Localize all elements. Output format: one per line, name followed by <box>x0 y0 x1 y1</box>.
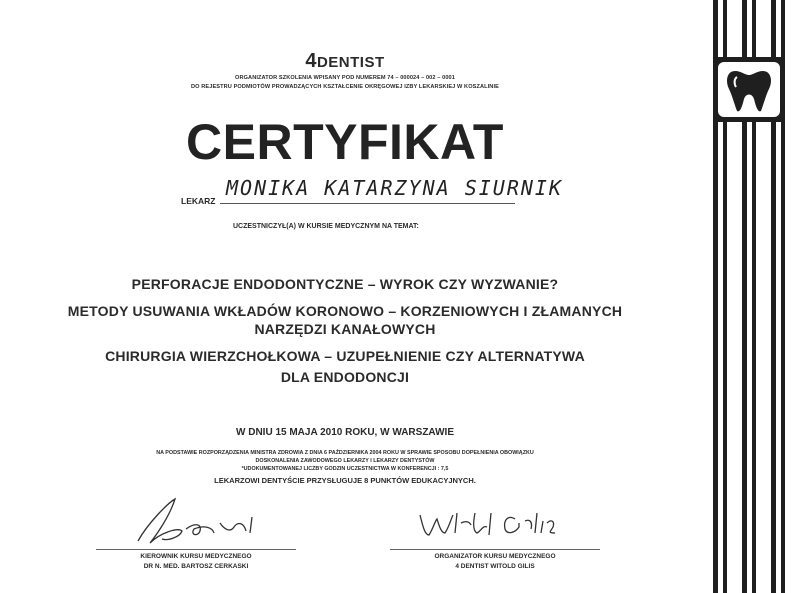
regulation-line-3: *UDOKUMENTOWANEJ LICZBY GODZIN UCZESTNICTWA W KONFERENCJI : 7,5 <box>241 466 449 472</box>
left-signature-line <box>96 549 296 550</box>
left-signer-role: KIEROWNIK KURSU MEDYCZNEGO <box>140 553 252 560</box>
brand-number: 4 <box>305 50 317 72</box>
topic-2-line-2: NARZĘDZI KANAŁOWYCH <box>254 321 436 337</box>
right-signature <box>415 505 585 545</box>
topic-1: PERFORACJE ENDODONTYCZNE – WYROK CZY WYZWANIE? <box>131 276 559 292</box>
register-line: DO REJESTRU PODMIOTÓW PROWADZĄCYCH KSZTAŁCENIE OKRĘGOWEJ IZBY LEKARSKIEJ W KOSZALINIE <box>191 84 499 90</box>
topic-3-line-1: CHIRURGIA WIERZCHOŁKOWA – UZUPEŁNIENIE CZY ALTERNATYWA <box>105 348 585 364</box>
right-signature-line <box>390 549 600 550</box>
recipient-name: MONIKA KATARZYNA SIURNIK <box>226 176 563 200</box>
participation-text: UCZESTNICZYŁ(A) W KURSIE MEDYCZNYM NA TEMAT: <box>233 223 419 230</box>
recipient-label: LEKARZ <box>181 196 216 206</box>
regulation-line-2: DOSKONALENIA ZAWODOWEGO LEKARZY I LEKARZY DENTYSTÓW <box>255 458 435 464</box>
date-location: W DNIU 15 MAJA 2010 ROKU, W WARSZAWIE <box>236 427 454 438</box>
regulation-line-1: NA PODSTAWIE ROZPORZĄDZENIA MINISTRA ZDROWIA Z DNIA 6 PAŹDZIERNIKA 2004 ROKU W SPRAWIE SPOSOBU DOPEŁNIENIA OBOWIĄZKU <box>156 450 534 456</box>
brand-logo-text <box>0 50 690 73</box>
right-signer-role: ORGANIZATOR KURSU MEDYCZNEGO <box>434 553 556 560</box>
education-points: LEKARZOWI DENTYŚCIE PRZYSŁUGUJE 8 PUNKTÓW EDUKACYJNYCH. <box>214 476 476 485</box>
left-signer-name: DR N. MED. BARTOSZ CERKASKI <box>143 563 249 570</box>
topic-2-line-1: METODY USUWANIA WKŁADÓW KORONOWO – KORZENIOWYCH I ZŁAMANYCH <box>67 303 623 319</box>
topic-3-line-2: DLA ENDODONCJI <box>280 369 410 385</box>
name-underline <box>220 203 515 204</box>
tooth-logo-icon <box>713 57 785 122</box>
left-signature <box>120 493 270 548</box>
right-signer-name: 4 DENTIST WITOLD GILIS <box>455 563 535 570</box>
brand-name: DENTIST <box>316 54 385 71</box>
certificate-title: CERTYFIKAT <box>186 114 504 170</box>
organizer-line: ORGANIZATOR SZKOLENIA WPISANY POD NUMEREM 74 – 000024 – 002 – 0001 <box>235 75 455 81</box>
